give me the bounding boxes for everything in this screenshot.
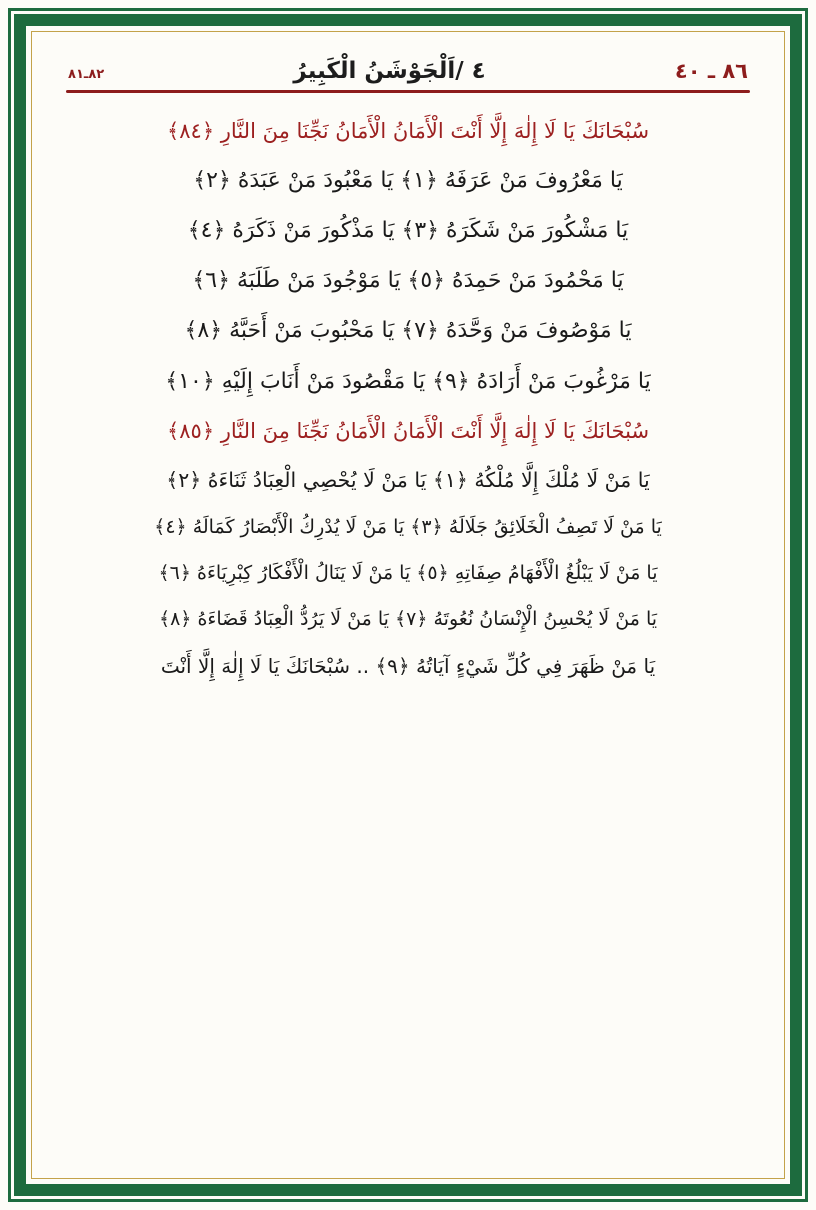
text-line: يَا مَشْكُورَ مَنْ شَكَرَهُ ﴿٣﴾ يَا مَذْكُورَ مَنْ ذَكَرَهُ ﴿٤﴾ [187, 218, 629, 244]
text-line: يَا مَنْ ظَهَرَ فِي كُلِّ شَيْءٍ آيَاتُهُ ﴿٩﴾ .. سُبْحَانَكَ يَا لَا إِلٰهَ إِلَّا أَنْتَ [160, 653, 656, 678]
text-line: يَا مَنْ لَا يَبْلُغُ الْأَفْهَامُ صِفَاتِهِ ﴿٥﴾ يَا مَنْ لَا يَنَالُ الْأَفْكَارُ كِبْرِيَاءَهُ ﴿٦﴾ [158, 562, 658, 585]
text-line-refrain: سُبْحَانَكَ يَا لَا إِلٰهَ إِلَّا أَنْتَ الْأَمَانُ الْأَمَانُ نَجِّنَا مِنَ النَّارِ ﴿٨٥﴾ [166, 418, 650, 443]
page-header [62, 58, 754, 84]
text-line: يَا مَعْرُوفَ مَنْ عَرَفَهُ ﴿١﴾ يَا مَعْبُودَ مَنْ عَبَدَهُ ﴿٢﴾ [193, 167, 623, 193]
page-title: ٤ /اَلْجَوْشَنُ الْكَبِيرُ [293, 58, 486, 84]
page-number-label: ٨٢ـ٨١ [68, 67, 105, 82]
page-content [40, 40, 776, 1170]
text-body [62, 107, 754, 690]
text-line: يَا مَرْغُوبَ مَنْ أَرَادَهُ ﴿٩﴾ يَا مَقْصُودَ مَنْ أَنَابَ إِلَيْهِ ﴿١٠﴾ [165, 368, 651, 394]
verse-range-label: ٨٦ ـ ٤٠ [674, 59, 748, 83]
text-line: يَا مَوْصُوفَ مَنْ وَحَّدَهُ ﴿٧﴾ يَا مَحْبُوبَ مَنْ أَحَبَّهُ ﴿٨﴾ [184, 318, 632, 344]
text-line-refrain: سُبْحَانَكَ يَا لَا إِلٰهَ إِلَّا أَنْتَ الْأَمَانُ الْأَمَانُ نَجِّنَا مِنَ النَّارِ ﴿٨٤﴾ [166, 119, 650, 143]
text-line: يَا مَنْ لَا مُلْكَ إِلَّا مُلْكُهُ ﴿١﴾ يَا مَنْ لَا يُحْصِي الْعِبَادُ ثَنَاءَهُ ﴿٢﴾ [166, 467, 650, 492]
text-line: يَا مَنْ لَا تَصِفُ الْخَلَائِقُ جَلَالَهُ ﴿٣﴾ يَا مَنْ لَا يُدْرِكُ الْأَبْصَارُ كَمَالَهُ ﴿٤﴾ [154, 515, 662, 538]
header-divider [66, 90, 750, 93]
text-line: يَا مَنْ لَا يُحْسِنُ الْإِنْسَانُ نُعُوتَهُ ﴿٧﴾ يَا مَنْ لَا يَرُدُّ الْعِبَادُ قَضَاءَهُ ﴿٨﴾ [158, 608, 658, 631]
text-line: يَا مَحْمُودَ مَنْ حَمِدَهُ ﴿٥﴾ يَا مَوْجُودَ مَنْ طَلَبَهُ ﴿٦﴾ [192, 268, 624, 294]
